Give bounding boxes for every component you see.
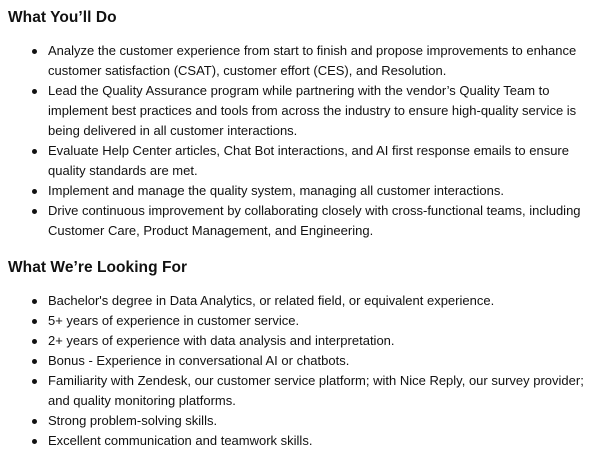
- list-item: [0, 141, 600, 181]
- list-item-text-line: Lead the Quality Assurance program while partnering with the vendor’s Quality Team to: [48, 83, 550, 98]
- list-item-text-line: Bonus - Experience in conversational AI or chatbots.: [48, 353, 350, 368]
- section-heading-what-youll-do: What You’ll Do: [8, 9, 117, 26]
- list-item-text-line: Implement and manage the quality system, managing all customer interactions.: [48, 183, 504, 198]
- responsibilities-list: [0, 41, 600, 241]
- list-item: [0, 181, 600, 201]
- list-item-text-line: Drive continuous improvement by collaborating closely with cross-functional teams, including: [48, 203, 581, 218]
- list-item-text-line: being delivered in all customer interactions.: [48, 123, 298, 138]
- list-item-text-line: Analyze the customer experience from start to finish and propose improvements to enhance: [48, 43, 577, 58]
- list-item: [0, 431, 600, 451]
- requirements-list: [0, 291, 600, 451]
- list-item-text-line: Customer Care, Product Management, and Engineering.: [48, 223, 374, 238]
- list-item: [0, 291, 600, 311]
- bullet-dot-icon: [32, 359, 37, 364]
- list-item: [0, 201, 600, 241]
- list-item: [0, 351, 600, 371]
- list-item-text-line: Familiarity with Zendesk, our customer service platform; with Nice Reply, our survey provider;: [48, 373, 584, 388]
- list-item: [0, 41, 600, 81]
- bullet-dot-icon: [32, 439, 37, 444]
- list-item-text-line: Strong problem-solving skills.: [48, 413, 218, 428]
- bullet-dot-icon: [32, 379, 37, 384]
- list-item-text-line: customer satisfaction (CSAT), customer effort (CES), and Resolution.: [48, 63, 447, 78]
- list-item: [0, 81, 600, 141]
- list-item-text-line: 2+ years of experience with data analysis and interpretation.: [48, 333, 395, 348]
- bullet-dot-icon: [32, 209, 37, 214]
- bullet-dot-icon: [32, 49, 37, 54]
- bullet-dot-icon: [32, 189, 37, 194]
- bullet-dot-icon: [32, 419, 37, 424]
- list-item-text-line: Evaluate Help Center articles, Chat Bot interactions, and AI first response emails to ensure: [48, 143, 569, 158]
- bullet-dot-icon: [32, 299, 37, 304]
- list-item: [0, 411, 600, 431]
- list-item-text-line: Bachelor's degree in Data Analytics, or related field, or equivalent experience.: [48, 293, 495, 308]
- list-item-text-line: implement best practices and tools from across the industry to ensure high-quality service is: [48, 103, 577, 118]
- list-item: [0, 371, 600, 411]
- bullet-dot-icon: [32, 339, 37, 344]
- list-item-text-line: and quality monitoring platforms.: [48, 393, 236, 408]
- list-item: [0, 311, 600, 331]
- list-item: [0, 331, 600, 351]
- list-item-text-line: quality standards are met.: [48, 163, 198, 178]
- list-item-text-line: 5+ years of experience in customer service.: [48, 313, 300, 328]
- bullet-dot-icon: [32, 149, 37, 154]
- bullet-dot-icon: [32, 89, 37, 94]
- section-heading-what-were-looking-for: What We’re Looking For: [8, 259, 188, 276]
- bullet-dot-icon: [32, 319, 37, 324]
- list-item-text-line: Excellent communication and teamwork skills.: [48, 433, 313, 448]
